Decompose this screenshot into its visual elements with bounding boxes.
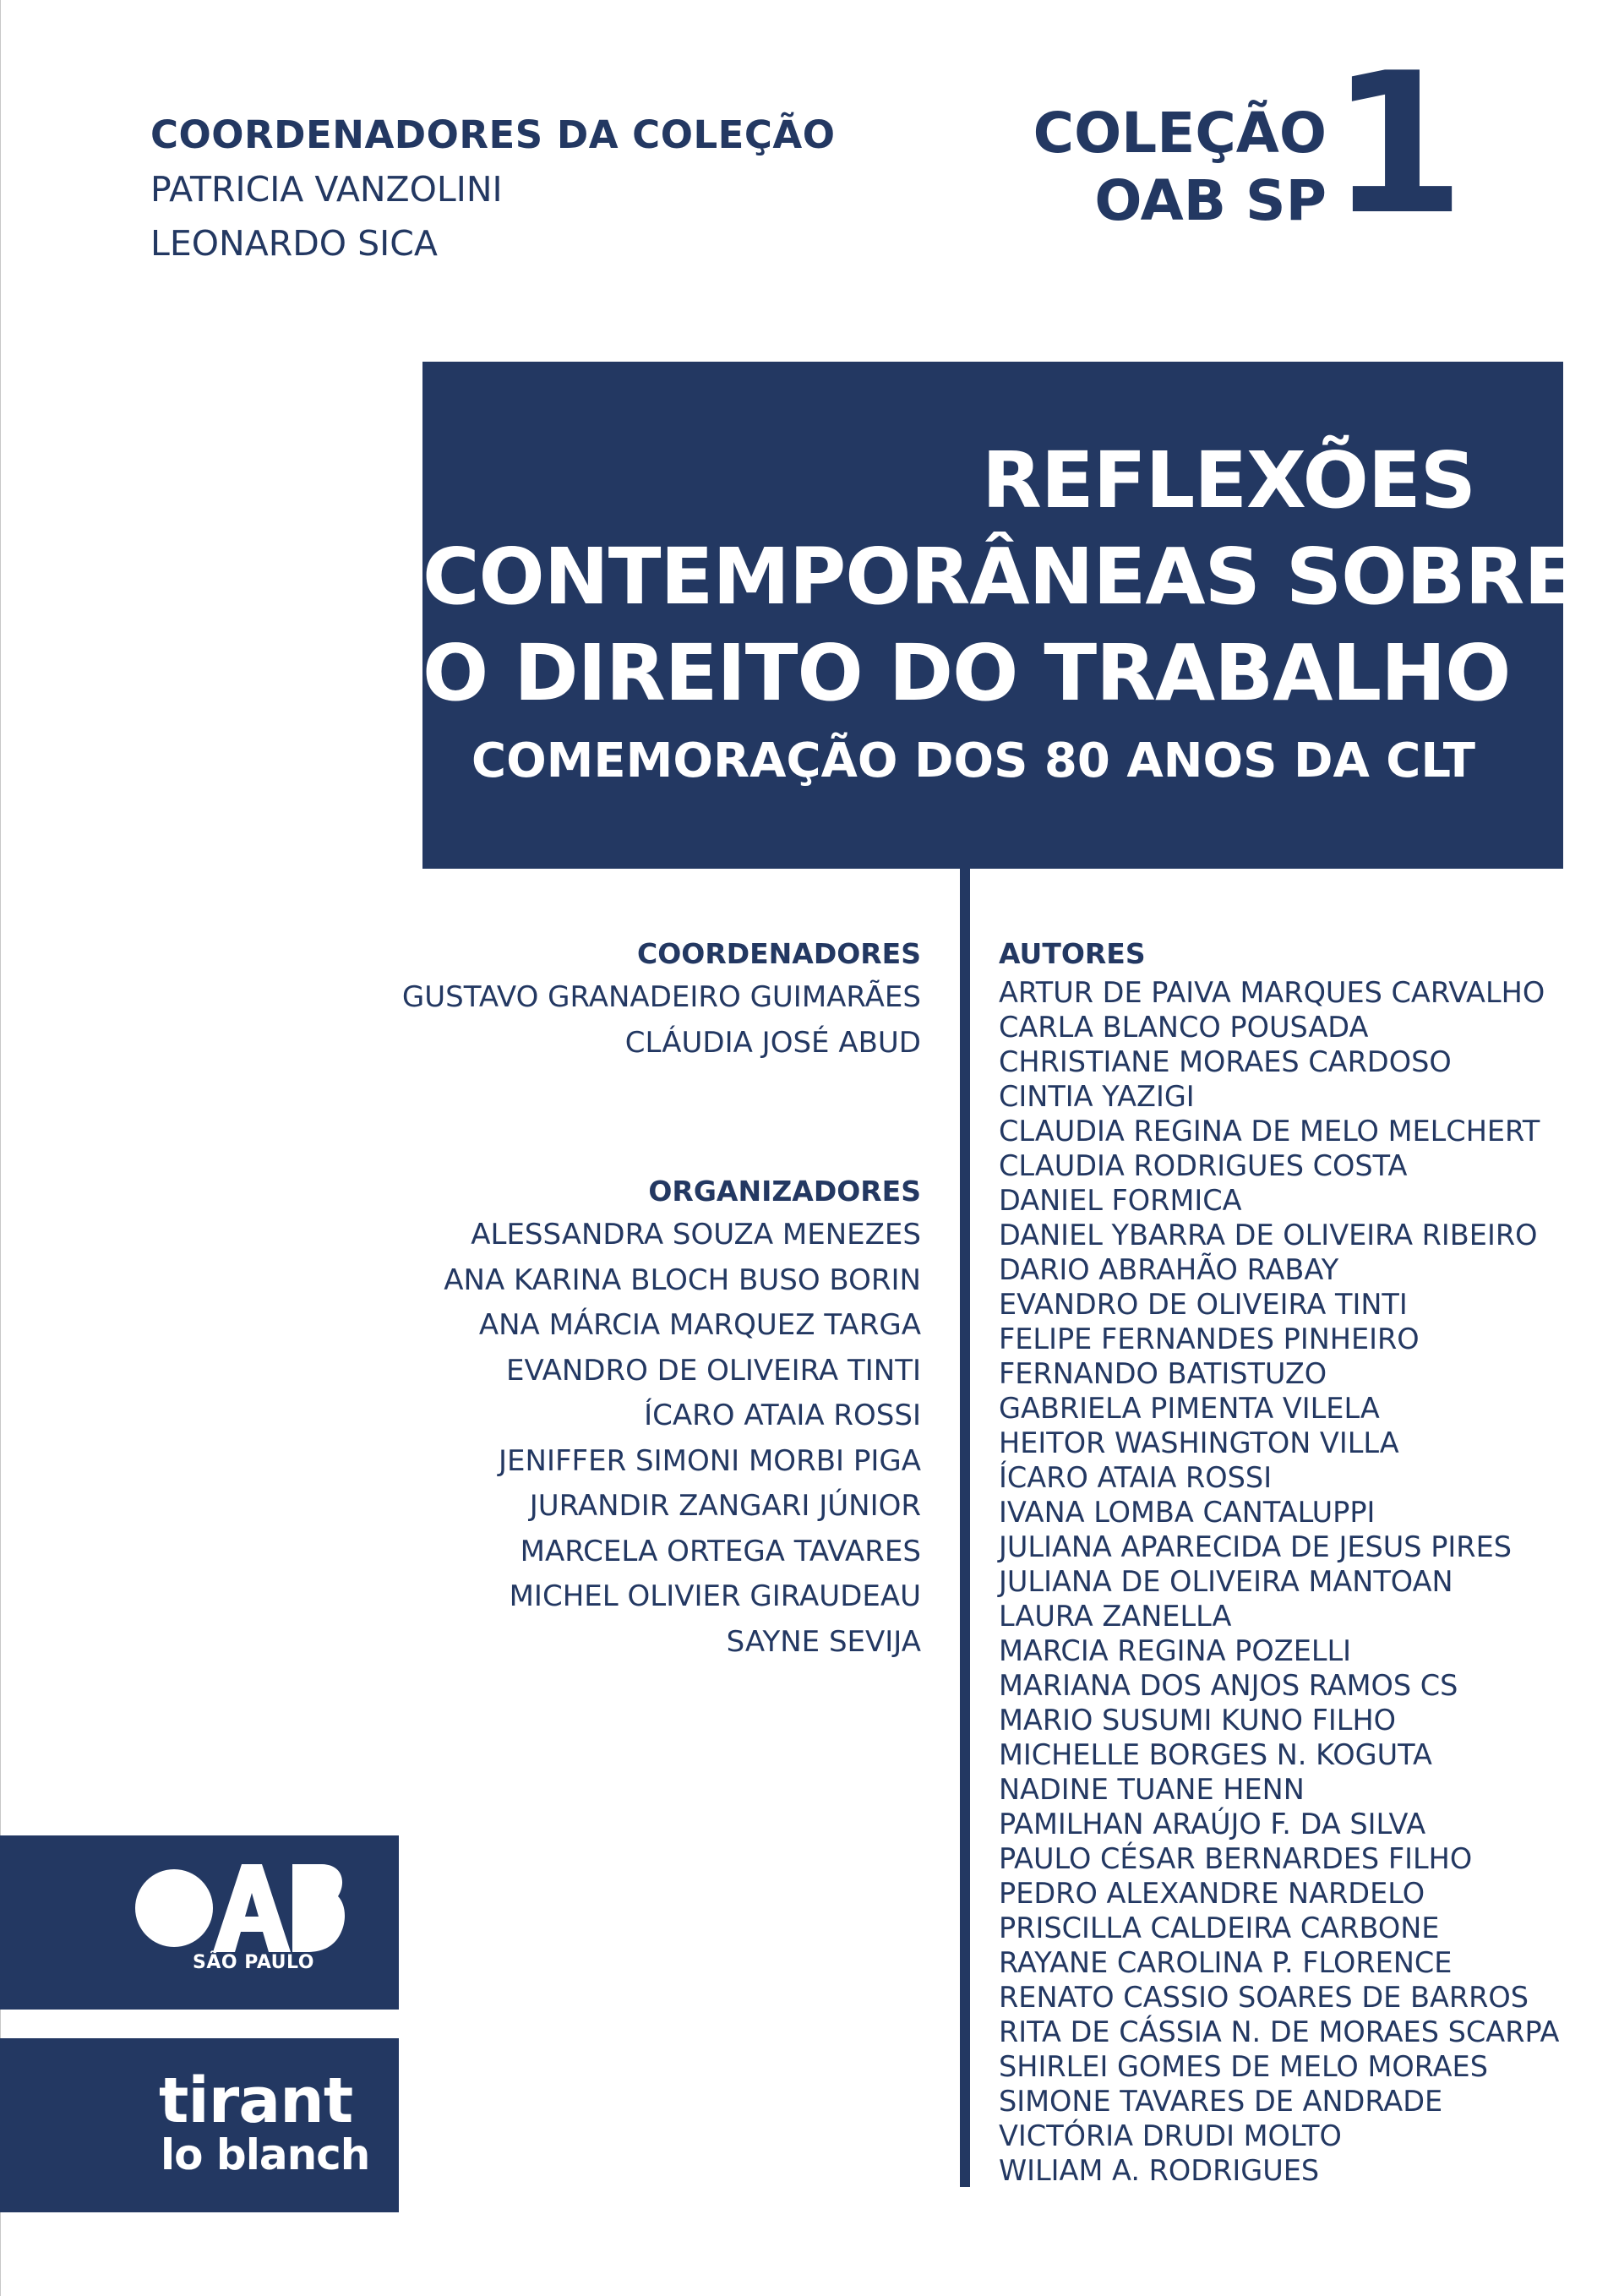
author-name: ÍCARO ATAIA ROSSI (999, 1461, 1273, 1494)
coordinators-section (402, 933, 921, 1066)
organizers-heading: ORGANIZADORES (648, 1175, 921, 1208)
author-name: WILIAM A. RODRIGUES (999, 2154, 1320, 2187)
coordinator-name: GUSTAVO GRANADEIRO GUIMARÃES (401, 980, 921, 1014)
author-name: PAMILHAN ARAÚJO F. DA SILVA (999, 1808, 1426, 1841)
author-name: CHRISTIANE MORAES CARDOSO (999, 1045, 1452, 1078)
author-name: DANIEL YBARRA DE OLIVEIRA RIBEIRO (999, 1219, 1538, 1252)
collection-label-line1: COLEÇÃO (1033, 101, 1327, 166)
tirant-logo-word: tirant (159, 2064, 353, 2137)
author-name: JULIANA APARECIDA DE JESUS PIRES (999, 1530, 1513, 1563)
coordinator-name: CLÁUDIA JOSÉ ABUD (624, 1025, 921, 1060)
author-name: LAURA ZANELLA (999, 1600, 1232, 1633)
oab-letters-icon (135, 1864, 346, 1952)
organizer-name: ÍCARO ATAIA ROSSI (644, 1399, 921, 1432)
oab-sao-paulo-logo (0, 1835, 399, 2010)
author-name: DARIO ABRAHÃO RABAY (999, 1253, 1339, 1286)
author-name: JULIANA DE OLIVEIRA MANTOAN (999, 1565, 1453, 1598)
author-name: RAYANE CAROLINA P. FLORENCE (999, 1946, 1453, 1979)
book-title-line: CONTEMPORÂNEAS SOBRE (422, 532, 1577, 622)
author-name: FERNANDO BATISTUZO (999, 1357, 1327, 1390)
author-name: CLAUDIA REGINA DE MELO MELCHERT (999, 1115, 1540, 1148)
author-name: PEDRO ALEXANDRE NARDELO (999, 1877, 1425, 1910)
collection-coordinators-title: COORDENADORES DA COLEÇÃO (150, 112, 836, 157)
author-name: MARIO SUSUMI KUNO FILHO (999, 1704, 1397, 1737)
tirant-lo-blanch-logo (0, 2038, 399, 2212)
author-name: CLAUDIA RODRIGUES COSTA (999, 1149, 1408, 1182)
authors-heading: AUTORES (999, 937, 1146, 970)
author-name: SIMONE TAVARES DE ANDRADE (999, 2085, 1443, 2118)
organizer-name: SAYNE SEVIJA (726, 1624, 921, 1659)
author-name: VICTÓRIA DRUDI MOLTO (999, 2119, 1342, 2152)
author-name: CINTIA YAZIGI (999, 1080, 1195, 1113)
organizers-section (402, 1170, 921, 1665)
author-name: MARIANA DOS ANJOS RAMOS CS (999, 1669, 1458, 1702)
left-column (402, 933, 921, 1665)
coordinators-heading: COORDENADORES (637, 937, 921, 970)
collection-coordinators (150, 108, 836, 270)
author-name: DANIEL FORMICA (999, 1184, 1242, 1217)
title-banner (422, 362, 1577, 869)
author-name: NADINE TUANE HENN (999, 1773, 1305, 1806)
organizer-name: JURANDIR ZANGARI JÚNIOR (529, 1489, 921, 1523)
collection-label-line2: OAB SP (1094, 168, 1327, 233)
collection-mark (1033, 32, 1462, 258)
book-title-line: REFLEXÕES (982, 435, 1475, 526)
authors-section (999, 933, 1559, 2188)
collection-coordinator-name: LEONARDO SICA (150, 223, 438, 264)
author-name: GABRIELA PIMENTA VILELA (999, 1392, 1380, 1425)
author-name: IVANA LOMBA CANTALUPPI (999, 1496, 1376, 1529)
organizer-name: EVANDRO DE OLIVEIRA TINTI (506, 1353, 921, 1388)
organizer-name: ANA KARINA BLOCH BUSO BORIN (444, 1263, 921, 1297)
author-name: MICHELLE BORGES N. KOGUTA (999, 1738, 1432, 1771)
author-name: ARTUR DE PAIVA MARQUES CARVALHO (999, 976, 1545, 1009)
column-divider (960, 869, 970, 2187)
author-name: CARLA BLANCO POUSADA (999, 1011, 1369, 1044)
author-name: HEITOR WASHINGTON VILLA (999, 1426, 1399, 1459)
author-name: PRISCILLA CALDEIRA CARBONE (999, 1912, 1440, 1944)
author-name: RENATO CASSIO SOARES DE BARROS (999, 1981, 1529, 2014)
author-name: FELIPE FERNANDES PINHEIRO (999, 1323, 1420, 1355)
author-name: SHIRLEI GOMES DE MELO MORAES (999, 2050, 1488, 2083)
organizer-name: ALESSANDRA SOUZA MENEZES (471, 1218, 921, 1252)
organizer-name: JENIFFER SIMONI MORBI PIGA (499, 1443, 921, 1478)
tirant-logo-subword: lo blanch (161, 2130, 370, 2179)
author-name: RITA DE CÁSSIA N. DE MORAES SCARPA (999, 2015, 1560, 2048)
author-name: EVANDRO DE OLIVEIRA TINTI (999, 1288, 1408, 1321)
book-title-line: O DIREITO DO TRABALHO (422, 628, 1511, 718)
collection-coordinator-name: PATRICIA VANZOLINI (150, 169, 503, 210)
oab-logo-subtitle: SÃO PAULO (193, 1952, 314, 1973)
organizer-name: MARCELA ORTEGA TAVARES (520, 1534, 921, 1568)
collection-number: 1 (1329, 32, 1462, 258)
book-subtitle: COMEMORAÇÃO DOS 80 ANOS DA CLT (471, 734, 1475, 788)
author-name: MARCIA REGINA POZELLI (999, 1634, 1352, 1667)
collection-label (1033, 100, 1327, 235)
author-name: PAULO CÉSAR BERNARDES FILHO (999, 1842, 1473, 1875)
organizer-name: ANA MÁRCIA MARQUEZ TARGA (478, 1308, 921, 1342)
organizer-name: MICHEL OLIVIER GIRAUDEAU (509, 1579, 921, 1613)
